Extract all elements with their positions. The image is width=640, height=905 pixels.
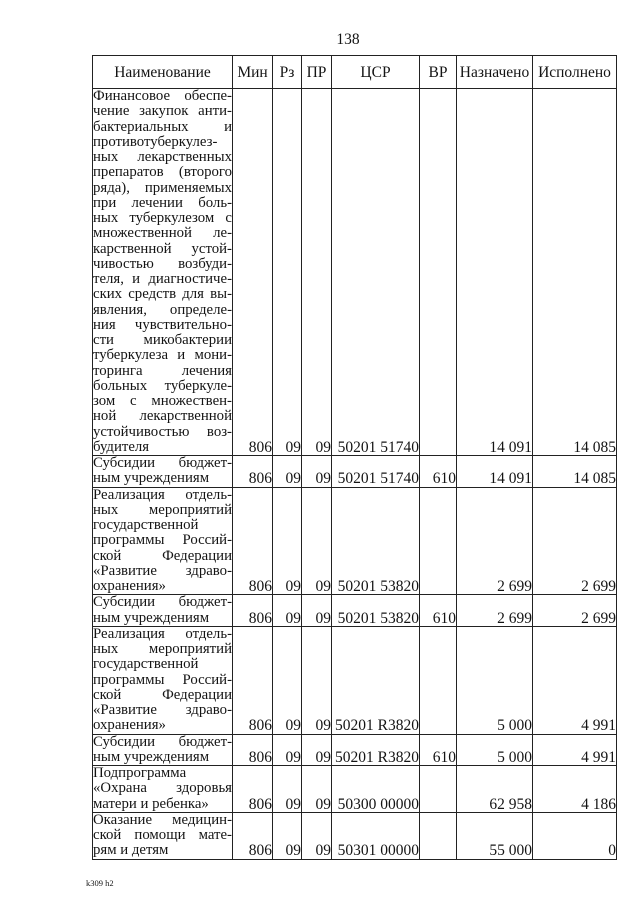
- table-body: [93, 89, 617, 860]
- row-name-line: явления, определе-: [93, 301, 232, 318]
- row-name-line: Подпрограмма: [93, 765, 187, 781]
- row-name-line: Субсидии бюджет-: [93, 455, 232, 471]
- section-code-cell: 09: [273, 734, 302, 766]
- expense-type-code-cell: [420, 766, 457, 813]
- row-name-line: Субсидии бюджет-: [93, 733, 232, 750]
- expense-type-code-cell: [420, 487, 457, 595]
- row-name-line: охранения»: [93, 717, 166, 734]
- executed-amount-cell: 0: [533, 812, 617, 859]
- ministry-code-cell: 806: [233, 487, 273, 595]
- target-article-code-cell: 50201 R3820: [332, 734, 420, 766]
- expense-type-code-cell: [420, 626, 457, 734]
- subsection-code-cell: 09: [302, 89, 332, 456]
- row-name-cell: [93, 487, 233, 595]
- row-name-line: государственной: [93, 656, 199, 673]
- row-name-line: устойчивостью воз-: [93, 423, 232, 440]
- table-row: [93, 487, 617, 595]
- expense-type-code-cell: 610: [420, 595, 457, 627]
- row-name-line: ной лекарственной: [93, 408, 232, 425]
- row-name-cell: [93, 812, 233, 859]
- section-code-cell: 09: [273, 487, 302, 595]
- assigned-amount-cell: 2 699: [457, 595, 533, 627]
- section-code-cell: 09: [273, 595, 302, 627]
- assigned-amount-cell: 14 091: [457, 456, 533, 488]
- subsection-code-cell: 09: [302, 766, 332, 813]
- executed-amount-cell: 14 085: [533, 89, 617, 456]
- page-number: 138: [336, 31, 360, 48]
- column-header-assigned: Назначено: [457, 56, 533, 89]
- row-name-line: Оказание медицин-: [93, 811, 232, 828]
- executed-amount-cell: 2 699: [533, 595, 617, 627]
- table-row: [93, 89, 617, 456]
- ministry-code-cell: 806: [233, 734, 273, 766]
- target-article-code-cell: 50201 51740: [332, 456, 420, 488]
- column-header-target-article: ЦСР: [332, 56, 420, 89]
- subsection-code-cell: 09: [302, 734, 332, 766]
- ministry-code-cell: 806: [233, 456, 273, 488]
- row-name-line: рям и детям: [93, 842, 169, 859]
- row-name-line: «Развитие здраво-: [93, 562, 232, 579]
- row-name-line: карственной устой-: [93, 240, 232, 257]
- row-name-line: ской Федерации: [93, 547, 232, 564]
- row-name-line: сти микобактерии: [93, 332, 232, 348]
- row-name-line: торинга лечения: [93, 362, 232, 379]
- row-name-line: теля, и диагностиче-: [93, 271, 232, 287]
- row-name-cell: [93, 89, 233, 456]
- row-name-line: противотуберкулез-: [93, 133, 218, 150]
- assigned-amount-cell: 5 000: [457, 734, 533, 766]
- row-name-line: при лечении боль-: [93, 194, 232, 211]
- row-name-line: ных мероприятий: [93, 501, 232, 518]
- target-article-code-cell: 50201 51740: [332, 89, 420, 456]
- column-header-name: Наименование: [93, 56, 233, 89]
- row-name-line: матери и ребенка»: [93, 795, 209, 812]
- ministry-code-cell: 806: [233, 766, 273, 813]
- row-name-line: больных туберкуле-: [93, 377, 232, 394]
- row-name-line: Финансовое обеспе-: [93, 88, 232, 104]
- subsection-code-cell: 09: [302, 626, 332, 734]
- row-name-line: ных туберкулезом с: [93, 210, 232, 226]
- expense-type-code-cell: [420, 812, 457, 859]
- target-article-code-cell: 50300 00000: [332, 766, 420, 813]
- section-code-cell: 09: [273, 89, 302, 456]
- table-row: [93, 766, 617, 813]
- row-name-line: охранения»: [93, 578, 166, 594]
- row-name-line: туберкулеза и мони-: [93, 347, 232, 364]
- column-header-subsection: ПР: [302, 56, 332, 89]
- row-name-line: ным учреждениям: [93, 609, 210, 626]
- row-name-line: бактериальных и: [93, 118, 232, 135]
- executed-amount-cell: 4 991: [533, 734, 617, 766]
- column-header-ministry: Мин: [233, 56, 273, 89]
- subsection-code-cell: 09: [302, 456, 332, 488]
- row-name-line: Реализация отдель-: [93, 625, 232, 642]
- target-article-code-cell: 50201 53820: [332, 595, 420, 627]
- executed-amount-cell: 4 991: [533, 626, 617, 734]
- row-name-line: ных мероприятий: [93, 641, 232, 657]
- row-name-line: программы Россий-: [93, 671, 232, 688]
- table-row: [93, 734, 617, 766]
- column-header-section: Рз: [273, 56, 302, 89]
- row-name-line: Субсидии бюджет-: [93, 594, 232, 611]
- row-name-cell: [93, 734, 233, 766]
- assigned-amount-cell: 2 699: [457, 487, 533, 595]
- row-name-line: чивостью возбуди-: [93, 255, 232, 272]
- row-name-line: ской Федерации: [93, 686, 232, 703]
- ministry-code-cell: 806: [233, 626, 273, 734]
- section-code-cell: 09: [273, 766, 302, 813]
- row-name-line: будителя: [93, 438, 150, 455]
- assigned-amount-cell: 55 000: [457, 812, 533, 859]
- table-row: [93, 812, 617, 859]
- row-name-cell: [93, 595, 233, 627]
- row-name-line: программы Россий-: [93, 532, 232, 549]
- target-article-code-cell: 50201 53820: [332, 487, 420, 595]
- executed-amount-cell: 14 085: [533, 456, 617, 488]
- executed-amount-cell: 4 186: [533, 766, 617, 813]
- row-name-line: «Развитие здраво-: [93, 702, 232, 718]
- footer-code: k309 h2: [86, 878, 114, 888]
- assigned-amount-cell: 5 000: [457, 626, 533, 734]
- row-name-line: ряда), применяемых: [93, 179, 232, 196]
- row-name-line: чение закупок анти-: [93, 103, 232, 120]
- subsection-code-cell: 09: [302, 487, 332, 595]
- table-row: [93, 595, 617, 627]
- assigned-amount-cell: 62 958: [457, 766, 533, 813]
- column-header-executed: Исполнено: [533, 56, 617, 89]
- expense-type-code-cell: [420, 89, 457, 456]
- row-name-cell: [93, 456, 233, 488]
- subsection-code-cell: 09: [302, 812, 332, 859]
- row-name-line: «Охрана здоровья: [93, 780, 232, 797]
- target-article-code-cell: 50301 00000: [332, 812, 420, 859]
- executed-amount-cell: 2 699: [533, 487, 617, 595]
- row-name-line: множественной ле-: [93, 225, 232, 242]
- expense-type-code-cell: 610: [420, 456, 457, 488]
- ministry-code-cell: 806: [233, 595, 273, 627]
- row-name-cell: [93, 766, 233, 813]
- row-name-line: ным учреждениям: [93, 470, 210, 487]
- row-name-line: ных лекарственных: [93, 149, 232, 165]
- row-name-line: ным учреждениям: [93, 748, 210, 765]
- assigned-amount-cell: 14 091: [457, 89, 533, 456]
- budget-table: [92, 55, 617, 860]
- column-header-expense-type: ВР: [420, 56, 457, 89]
- table-row: [93, 626, 617, 734]
- header-row: [93, 56, 617, 89]
- section-code-cell: 09: [273, 812, 302, 859]
- expense-type-code-cell: 610: [420, 734, 457, 766]
- row-name-line: ских средств для вы-: [93, 286, 232, 303]
- table-row: [93, 456, 617, 488]
- target-article-code-cell: 50201 R3820: [332, 626, 420, 734]
- ministry-code-cell: 806: [233, 812, 273, 859]
- row-name-line: государственной: [93, 517, 199, 533]
- row-name-line: препаратов (второго: [93, 164, 232, 181]
- row-name-cell: [93, 626, 233, 734]
- subsection-code-cell: 09: [302, 595, 332, 627]
- section-code-cell: 09: [273, 626, 302, 734]
- row-name-line: ской помощи мате-: [93, 827, 232, 843]
- row-name-line: ния чувствительно-: [93, 316, 232, 333]
- row-name-line: Реализация отдель-: [93, 486, 232, 503]
- row-name-line: зом с множествен-: [93, 393, 232, 409]
- section-code-cell: 09: [273, 456, 302, 488]
- ministry-code-cell: 806: [233, 89, 273, 456]
